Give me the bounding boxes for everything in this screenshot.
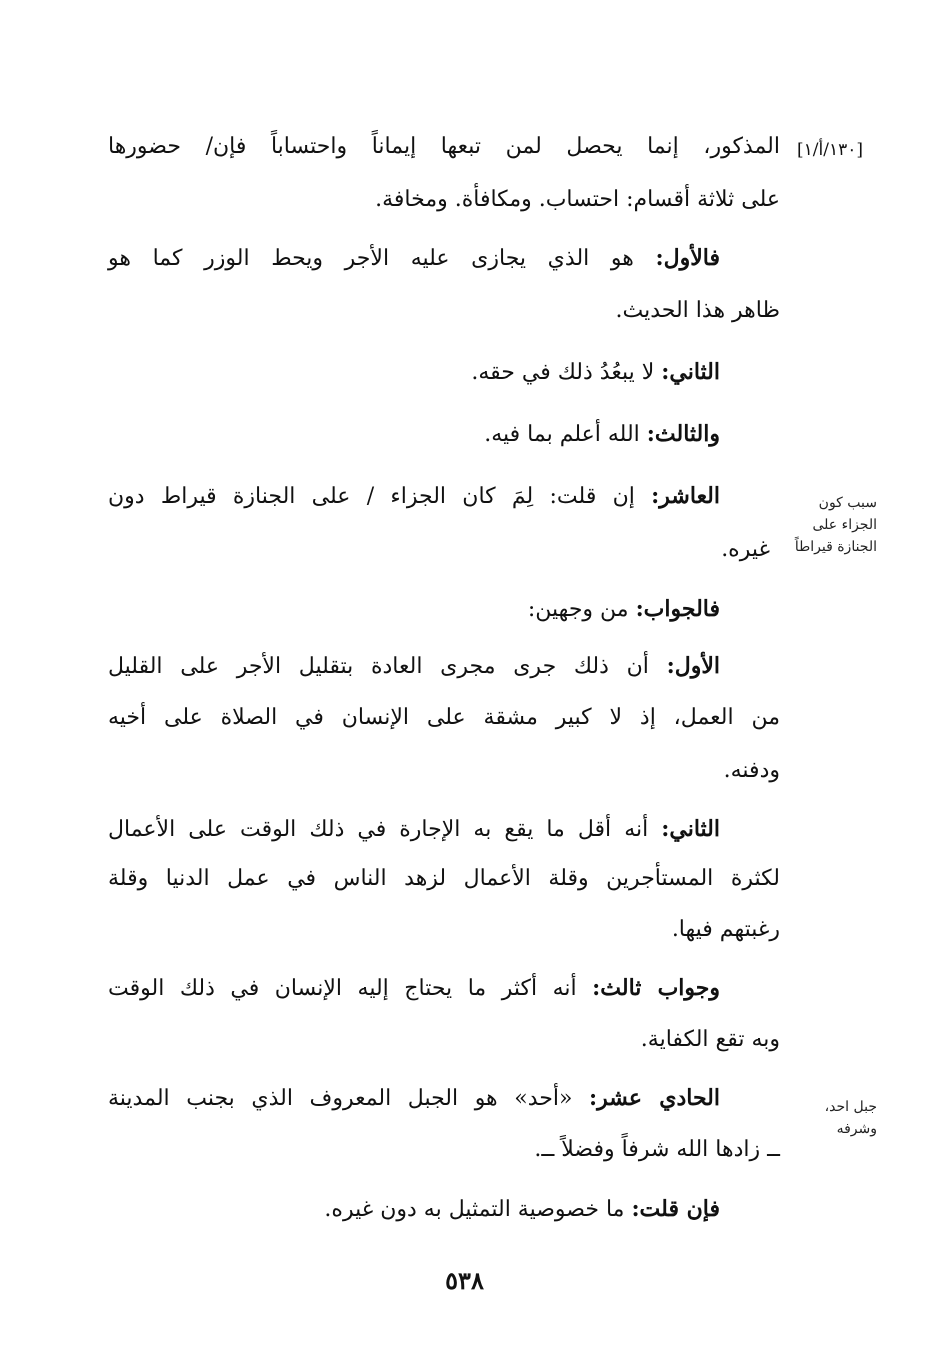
side-note-line: جبل احد، <box>824 1099 877 1115</box>
line-text: أنه أقل ما يقع به الإجارة في ذلك الوقت على الأعمال <box>108 817 662 842</box>
side-note-line: الجنازة قيراطاً <box>794 539 877 555</box>
text-line <box>471 357 720 388</box>
text-line <box>616 296 780 326</box>
text-line <box>108 481 720 512</box>
line-text: ــ زادها الله شرفاً وفضلاً ــ. <box>534 1137 780 1162</box>
text-line <box>721 535 770 565</box>
text-line <box>724 756 780 786</box>
line-text: رغبتهم فيها. <box>671 917 780 942</box>
text-line <box>108 864 780 894</box>
text-line <box>108 651 720 682</box>
line-text: لا يبعُدُ ذلك في حقه. <box>471 360 662 385</box>
section-label: الحادي عشر: <box>589 1085 720 1111</box>
reference-marker: [١٣٠/أ/١] <box>797 140 864 160</box>
page-number: ٥٣٨ <box>445 1266 484 1295</box>
text-line <box>672 915 780 945</box>
line-text: من العمل، إذ لا كبير مشقة على الإنسان في الصلاة على أخيه <box>108 705 780 730</box>
line-text: أن ذلك جرى مجرى العادة بتقليل الأجر على القليل <box>108 654 667 679</box>
line-text: من وجهين: <box>527 597 636 622</box>
side-note-line: الجزاء على <box>812 517 877 533</box>
text-line <box>484 419 720 450</box>
line-text: المذكور، إنما يحصل لمن تبعها إيماناً واحتساباً فإن/ حضورها <box>108 134 780 159</box>
text-line <box>375 185 780 215</box>
line-text: لكثرة المستأجرين وقلة الأعمال لزهد الناس في عمل الدنيا وقلة <box>108 866 780 891</box>
section-label: الثاني: <box>661 816 720 842</box>
section-label: فالأول: <box>655 245 720 271</box>
side-note-line: سبب كون <box>818 495 877 511</box>
section-label: فالجواب: <box>635 596 720 622</box>
text-line <box>108 973 720 1004</box>
section-label: والثالث: <box>646 421 720 447</box>
line-text: ظاهر هذا الحديث. <box>615 298 780 323</box>
side-note-line: وشرفه <box>836 1121 877 1137</box>
line-text: إن قلت: لِمَ كان الجزاء / على الجنازة قيراط دون <box>108 484 652 509</box>
section-label: الأول: <box>666 653 720 679</box>
section-label: الثاني: <box>661 359 720 385</box>
text-line <box>108 243 720 274</box>
line-text: ودفنه. <box>723 758 780 783</box>
text-line <box>641 1025 780 1055</box>
section-label: فإن قلت: <box>631 1196 720 1222</box>
line-text: «أحد» هو الجبل المعروف الذي بجنب المدينة <box>108 1086 589 1111</box>
line-text: أنه أكثر ما يحتاج إليه الإنسان في ذلك الوقت <box>108 976 593 1001</box>
text-line <box>528 594 720 625</box>
text-line <box>108 132 780 162</box>
section-label: وجواب ثالث: <box>592 975 720 1001</box>
text-line <box>108 814 720 845</box>
line-text: هو الذي يجازى عليه الأجر ويحط الوزر كما هو <box>108 246 656 271</box>
side-note <box>825 1096 877 1140</box>
line-text: غيره. <box>721 537 770 562</box>
line-text: على ثلاثة أقسام: احتساب. ومكافأة. ومخافة. <box>375 187 780 212</box>
line-text: الله أعلم بما فيه. <box>484 422 647 447</box>
side-note <box>795 492 877 558</box>
text-line <box>324 1194 720 1225</box>
line-text: ما خصوصية التمثيل به دون غيره. <box>324 1197 632 1222</box>
section-label: العاشر: <box>651 483 720 509</box>
text-line <box>534 1135 780 1165</box>
text-line <box>108 703 780 733</box>
line-text: وبه تقع الكفاية. <box>640 1027 780 1052</box>
text-line <box>108 1083 720 1114</box>
